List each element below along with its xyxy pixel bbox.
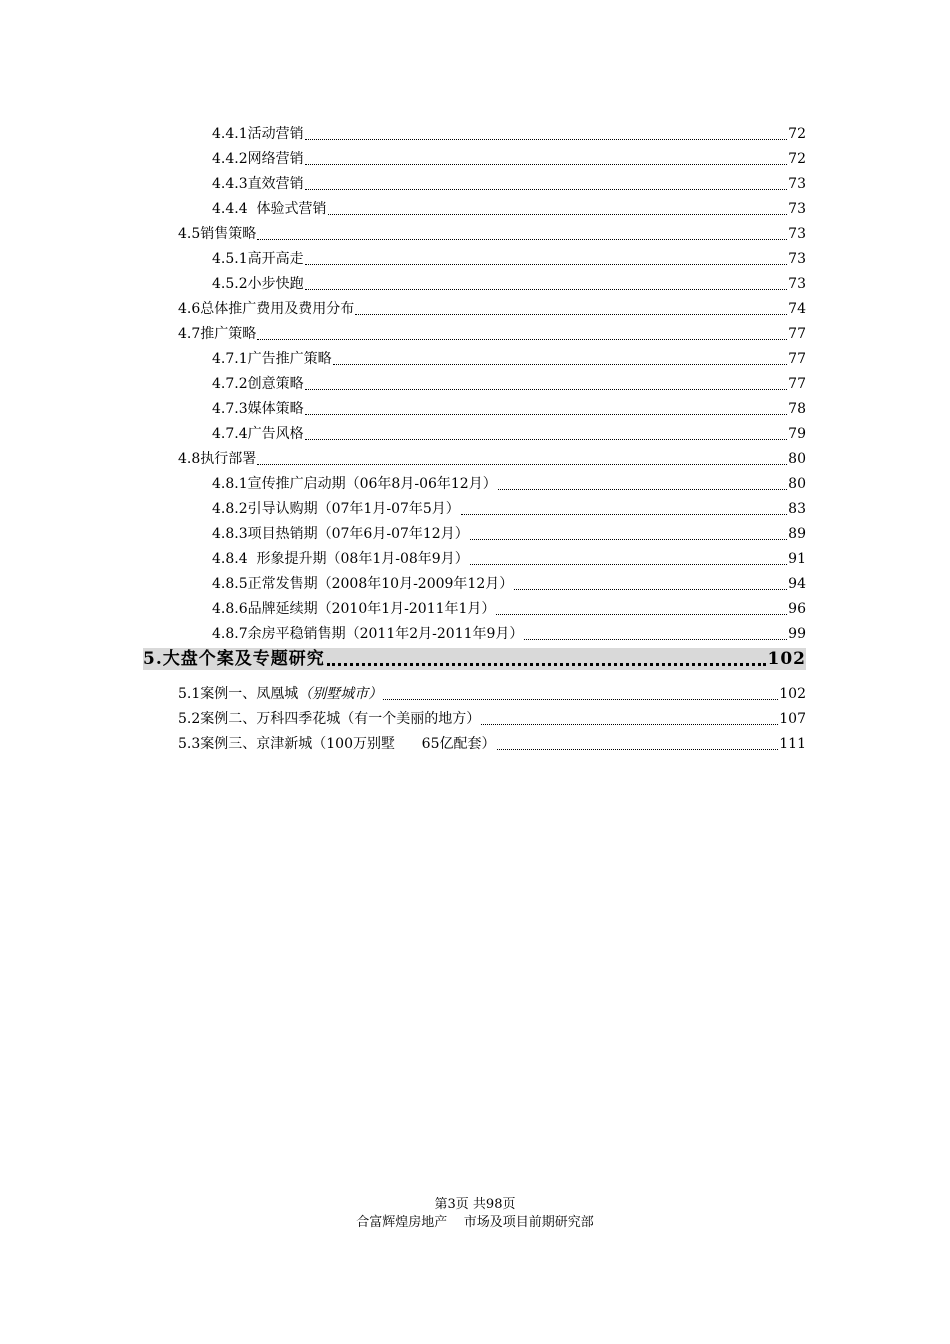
toc-entry-label: 4.7.1广告推广策略 [212,351,332,367]
toc-entry-label: 4.8执行部署 [178,451,257,467]
toc-entry-page: 94 [788,576,806,592]
toc-entry[interactable] [212,475,806,493]
toc-entry-page: 73 [788,176,806,192]
toc-entry-page: 73 [788,276,806,292]
dot-leader [305,188,788,190]
dot-leader [333,363,788,365]
toc-entry-page: 77 [788,326,806,342]
dot-leader [305,263,788,265]
toc-entry-label: 4.4.1活动营销 [212,126,304,142]
toc-entry[interactable] [212,150,806,168]
toc-entry[interactable] [212,375,806,393]
toc-entry-page: 72 [788,126,806,142]
toc-entry-label-italic: （别墅城市） [298,686,383,702]
toc-entry[interactable] [178,450,806,468]
toc-entry-page: 96 [788,601,806,617]
toc-entry[interactable] [178,325,806,343]
toc-entry[interactable] [178,225,806,243]
toc-entry-label: 5.3案例三、京津新城（100万别墅 65亿配套） [178,736,496,752]
dot-leader [305,438,788,440]
toc-entry-label: 5.大盘个案及专题研究 [143,649,325,669]
toc-entry-label: 4.8.4 形象提升期（08年1月-08年9月） [212,551,469,567]
toc-entry-label: 4.4.4 体验式营销 [212,201,327,217]
toc-entry[interactable] [178,735,806,753]
toc-entry-label: 4.8.1宣传推广启动期（06年8月-06年12月） [212,476,497,492]
toc-entry-label: 4.7推广策略 [178,326,257,342]
toc-entry[interactable] [212,575,806,593]
dot-leader [257,338,787,340]
toc-entry-label: 4.5销售策略 [178,226,257,242]
toc-entry[interactable] [212,175,806,193]
toc-entry-page: 78 [788,401,806,417]
toc-entry-page: 73 [788,201,806,217]
dot-leader [514,588,787,590]
toc-entry[interactable] [212,400,806,418]
dot-leader [305,163,788,165]
toc-entry-page: 102 [779,686,806,702]
toc-entry-label: 4.8.7余房平稳销售期（2011年2月-2011年9月） [212,626,524,642]
toc-entry-page: 79 [788,426,806,442]
toc-entry-page: 73 [788,226,806,242]
toc-entry-page: 80 [788,451,806,467]
dot-leader [257,463,787,465]
toc-entry[interactable] [212,275,806,293]
toc-entry-label: 4.4.3直效营销 [212,176,304,192]
dot-leader [496,613,787,615]
dot-leader [257,238,787,240]
toc-entry-label: 4.6总体推广费用及费用分布 [178,301,355,317]
toc-entry-label: 4.7.3媒体策略 [212,401,304,417]
toc-entry-page: 83 [788,501,806,517]
dot-leader [481,723,778,725]
toc-entry-page: 73 [788,251,806,267]
dot-leader [327,662,766,666]
toc-entry-label: 4.4.2网络营销 [212,151,304,167]
toc-entry-label: 4.8.6品牌延续期（2010年1月-2011年1月） [212,601,496,617]
toc-entry-label: 4.8.3项目热销期（07年6月-07年12月） [212,526,469,542]
toc-entry-page: 74 [788,301,806,317]
toc-entry-label: 4.5.2小步快跑 [212,276,304,292]
dot-leader [497,748,779,750]
toc-entry-page: 77 [788,351,806,367]
toc-entry[interactable] [178,710,806,728]
toc-entry-page: 77 [788,376,806,392]
toc-entry-page: 80 [788,476,806,492]
dot-leader [470,563,787,565]
toc-entry-label: 4.8.2引导认购期（07年1月-07年5月） [212,501,460,517]
toc-entry-page: 99 [788,626,806,642]
dot-leader [498,488,787,490]
dot-leader [305,138,788,140]
toc-entry[interactable] [212,600,806,618]
toc-entry[interactable] [212,350,806,368]
dot-leader [305,288,788,290]
toc-entry[interactable] [212,550,806,568]
toc-entry[interactable] [212,425,806,443]
toc-entry-label: 4.7.4广告风格 [212,426,304,442]
toc-entry-page: 89 [788,526,806,542]
toc-entry-label: 4.7.2创意策略 [212,376,304,392]
toc-entry[interactable] [212,250,806,268]
dot-leader [328,213,788,215]
dot-leader [383,698,778,700]
toc-entry-label: 4.5.1高开高走 [212,251,304,267]
toc-entry-page: 107 [779,711,806,727]
dot-leader [305,388,788,390]
footer-page-info: 第3页 共98页 [434,1197,516,1212]
dot-leader [355,313,787,315]
toc-entry-page: 91 [788,551,806,567]
toc-entry-page: 72 [788,151,806,167]
toc-entry-label: 5.2案例二、万科四季花城（有一个美丽的地方） [178,711,481,727]
toc-chapter-heading[interactable] [143,648,806,670]
footer-company: 合富辉煌房地产 市场及项目前期研究部 [356,1215,594,1230]
toc-entry[interactable] [212,125,806,143]
dot-leader [461,513,787,515]
dot-leader [305,413,788,415]
toc-entry[interactable] [212,500,806,518]
dot-leader [524,638,787,640]
dot-leader [470,538,787,540]
toc-entry-page: 102 [767,649,806,669]
toc-entry[interactable] [178,300,806,318]
toc-entry[interactable] [178,685,806,703]
toc-entry[interactable] [212,525,806,543]
toc-entry-page: 111 [779,736,806,752]
toc-entry-label: 4.8.5正常发售期（2008年10月-2009年12月） [212,576,514,592]
toc-entry[interactable] [212,625,806,643]
toc-entry-label: 5.1案例一、凤凰城（别墅城市） [178,686,383,702]
toc-entry[interactable] [212,200,806,218]
